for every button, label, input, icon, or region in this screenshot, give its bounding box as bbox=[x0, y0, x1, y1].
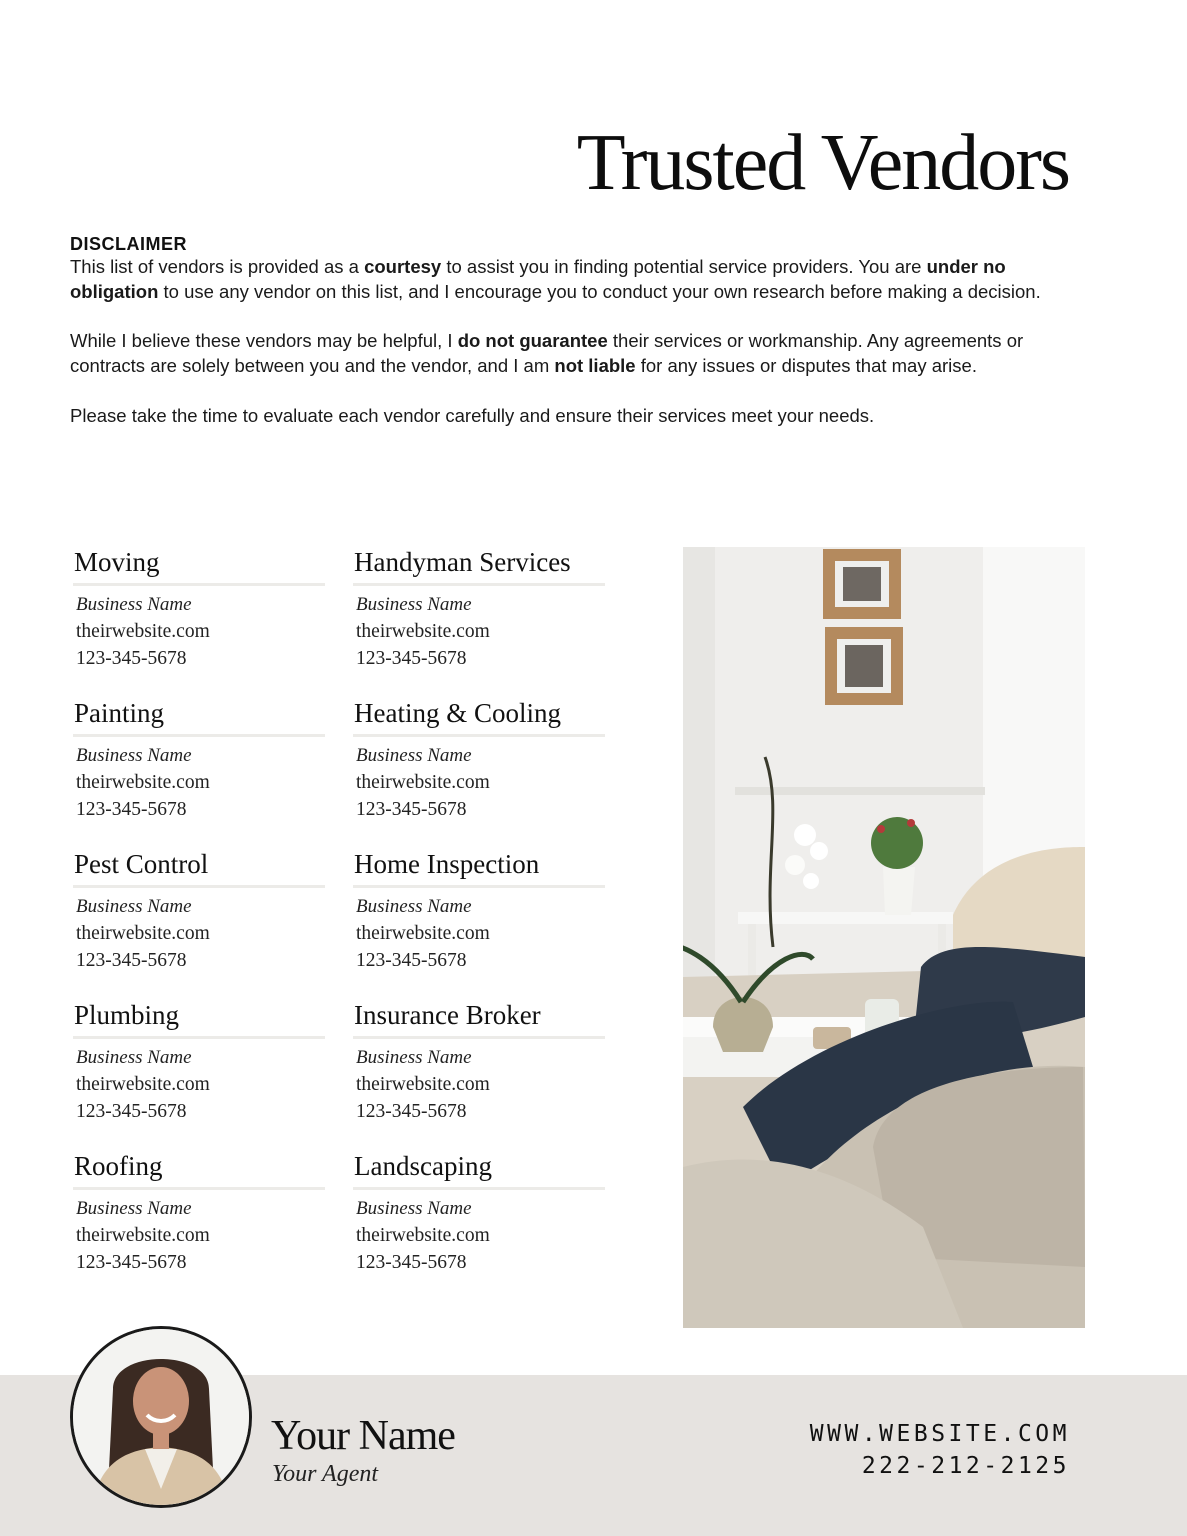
disclaimer-paragraph-3: Please take the time to evaluate each vendor carefully and ensure their services meet your needs. bbox=[70, 404, 875, 426]
living-room-photo bbox=[683, 547, 1085, 1328]
text-run: for any issues or disputes that may arise. bbox=[635, 355, 977, 377]
vendor-business-name: Business Name bbox=[76, 745, 192, 766]
disclaimer-section bbox=[70, 234, 1080, 429]
vendor-business-name: Business Name bbox=[356, 594, 472, 615]
emphasis-no-obligation: under no obligation bbox=[70, 256, 1006, 302]
vendor-phone: 123-345-5678 bbox=[76, 1252, 187, 1273]
vendor-business-name: Business Name bbox=[356, 1198, 472, 1219]
vendor-card-painting bbox=[73, 694, 325, 845]
vendor-website: theirwebsite.com bbox=[76, 1074, 210, 1095]
vendor-phone: 123-345-5678 bbox=[356, 799, 467, 820]
vendor-business-name: Business Name bbox=[76, 1047, 192, 1068]
vendor-website: theirwebsite.com bbox=[76, 772, 210, 793]
vendor-website: theirwebsite.com bbox=[356, 1074, 490, 1095]
vendor-business-name: Business Name bbox=[76, 594, 192, 615]
vendor-card-pest-control bbox=[73, 845, 325, 996]
vendor-phone: 123-345-5678 bbox=[356, 1252, 467, 1273]
vendor-list bbox=[73, 543, 605, 1298]
vendor-category: Roofing bbox=[73, 1147, 325, 1190]
vendor-phone: 123-345-5678 bbox=[76, 799, 187, 820]
text-run: to assist you in finding potential service providers. You are bbox=[441, 256, 927, 277]
vendor-category: Handyman Services bbox=[353, 543, 605, 586]
vendor-category: Landscaping bbox=[353, 1147, 605, 1190]
text-run: This list of vendors is provided as a bbox=[70, 256, 365, 277]
contact-block bbox=[810, 1418, 1070, 1482]
text-run: to use any vendor on this list, and I encourage you to conduct your own research before making a decision. bbox=[158, 280, 1041, 302]
page-title: Trusted Vendors bbox=[576, 119, 1069, 207]
agent-role: Your Agent bbox=[272, 1461, 379, 1487]
vendor-website: theirwebsite.com bbox=[76, 1225, 210, 1246]
vendor-business-name: Business Name bbox=[76, 1198, 192, 1219]
vendor-card-heating-cooling bbox=[353, 694, 605, 845]
vendor-business-name: Business Name bbox=[356, 896, 472, 917]
vendor-card-handyman bbox=[353, 543, 605, 694]
disclaimer-paragraph-1 bbox=[70, 255, 1080, 305]
vendor-category: Moving bbox=[73, 543, 325, 586]
vendor-category: Plumbing bbox=[73, 996, 325, 1039]
vendor-category: Home Inspection bbox=[353, 845, 605, 888]
text-run: their services or workmanship. Any agreements or contracts are solely between you and the vendor, and I am bbox=[70, 330, 1024, 377]
agent-portrait bbox=[73, 1329, 249, 1505]
emphasis-courtesy: courtesy bbox=[364, 256, 442, 277]
agent-name: Your Name bbox=[271, 1413, 455, 1459]
disclaimer-paragraph-2 bbox=[70, 329, 1080, 379]
vendor-category: Insurance Broker bbox=[353, 996, 605, 1039]
vendor-card-plumbing bbox=[73, 996, 325, 1147]
vendor-phone: 123-345-5678 bbox=[76, 950, 187, 971]
avatar bbox=[70, 1326, 252, 1508]
vendor-website: theirwebsite.com bbox=[356, 621, 490, 642]
vendor-category: Painting bbox=[73, 694, 325, 737]
vendor-phone: 123-345-5678 bbox=[356, 648, 467, 669]
vendor-business-name: Business Name bbox=[76, 896, 192, 917]
vendor-card-moving bbox=[73, 543, 325, 694]
vendor-phone: 123-345-5678 bbox=[356, 1101, 467, 1122]
vendor-business-name: Business Name bbox=[356, 1047, 472, 1068]
contact-website[interactable]: WWW.WEBSITE.COM bbox=[809, 1421, 1070, 1447]
living-room-illustration bbox=[683, 547, 1085, 1328]
vendor-website: theirwebsite.com bbox=[76, 923, 210, 944]
vendor-phone: 123-345-5678 bbox=[76, 1101, 187, 1122]
emphasis-no-guarantee: do not guarantee bbox=[457, 330, 608, 352]
vendor-website: theirwebsite.com bbox=[76, 621, 210, 642]
vendor-category: Pest Control bbox=[73, 845, 325, 888]
vendor-business-name: Business Name bbox=[356, 745, 472, 766]
vendor-website: theirwebsite.com bbox=[356, 772, 490, 793]
vendor-card-landscaping bbox=[353, 1147, 605, 1298]
vendor-website: theirwebsite.com bbox=[356, 923, 490, 944]
vendor-phone: 123-345-5678 bbox=[76, 648, 187, 669]
vendor-card-home-inspection bbox=[353, 845, 605, 996]
vendor-website: theirwebsite.com bbox=[356, 1225, 490, 1246]
vendor-phone: 123-345-5678 bbox=[356, 950, 467, 971]
vendor-card-roofing bbox=[73, 1147, 325, 1298]
vendor-category: Heating & Cooling bbox=[353, 694, 605, 737]
vendor-card-insurance-broker bbox=[353, 996, 605, 1147]
emphasis-not-liable: not liable bbox=[554, 355, 636, 377]
disclaimer-heading: DISCLAIMER bbox=[70, 234, 187, 254]
text-run: While I believe these vendors may be helpful, I bbox=[70, 330, 458, 352]
contact-phone[interactable]: 222-212-2125 bbox=[861, 1453, 1070, 1479]
